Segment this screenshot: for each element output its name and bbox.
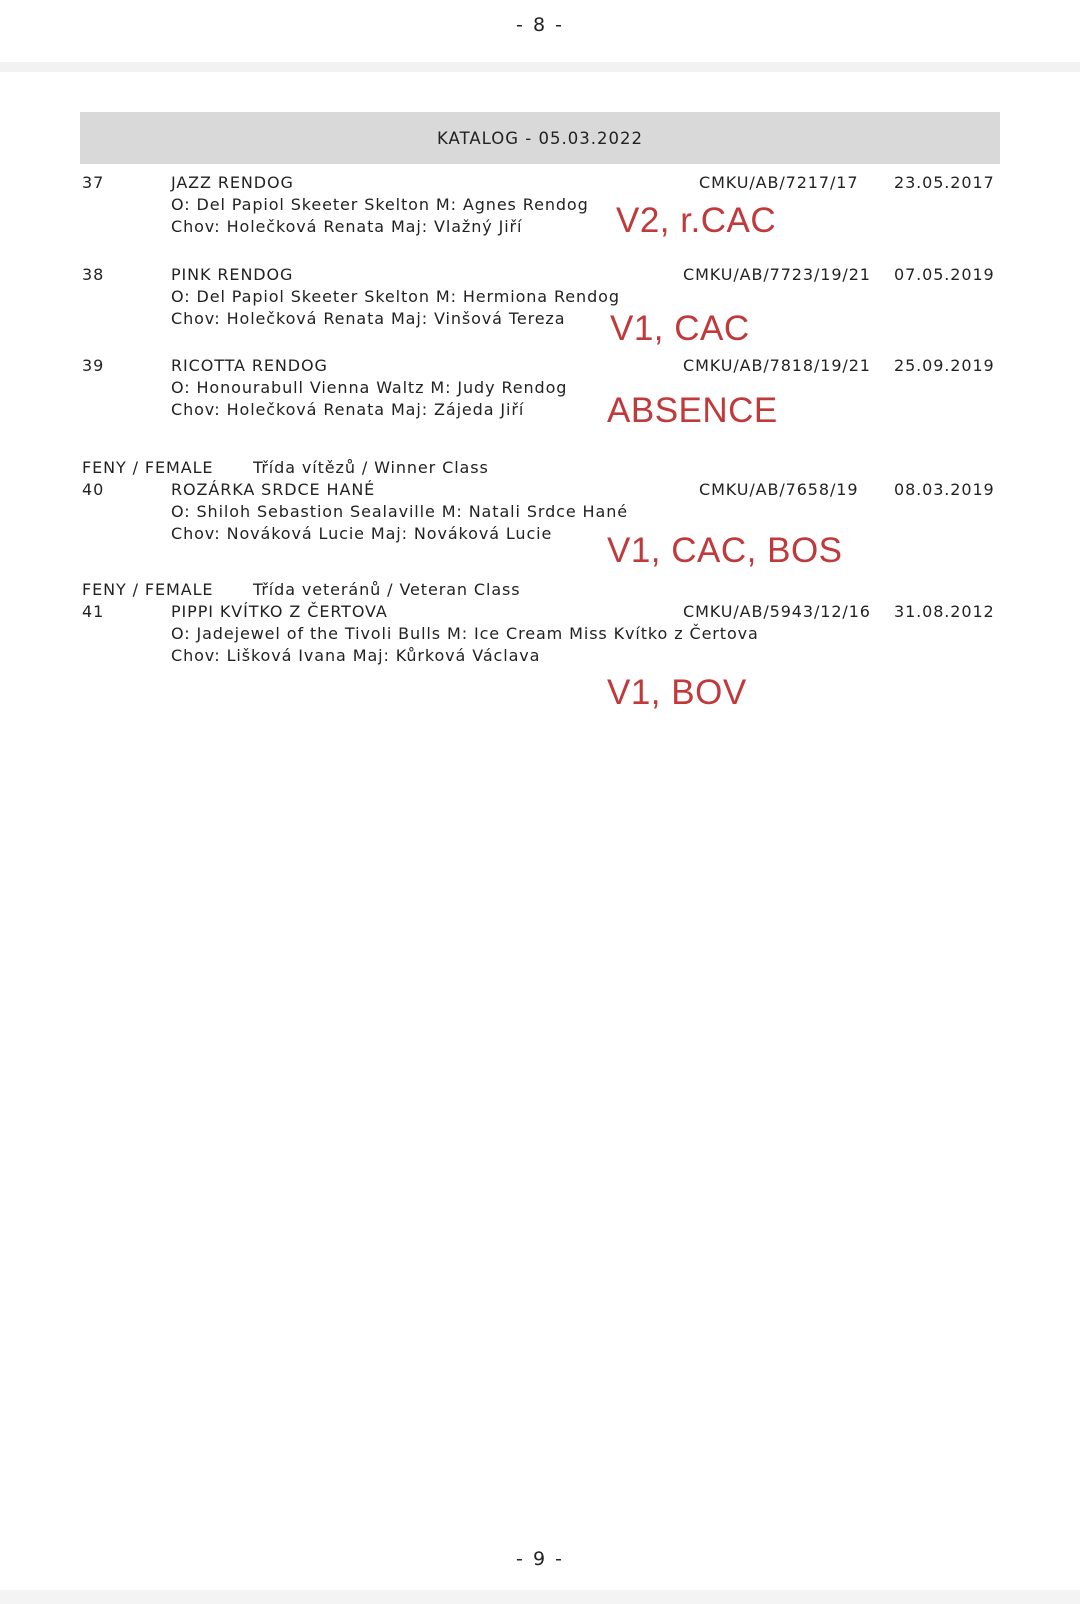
entry-name: PIPPI KVÍTKO Z ČERTOVA <box>171 602 388 621</box>
entry-birth-date: 25.09.2019 <box>894 356 995 375</box>
page-number-bottom: - 9 - <box>516 1548 564 1570</box>
entry-name: JAZZ RENDOG <box>171 173 294 192</box>
entry-name: ROZÁRKA SRDCE HANÉ <box>171 480 376 499</box>
entry-birth-date: 31.08.2012 <box>894 602 995 621</box>
entry-result: ABSENCE <box>607 391 778 430</box>
entry-birth-date: 07.05.2019 <box>894 265 995 284</box>
entry-parents: O: Shiloh Sebastion Sealaville M: Natali Srdce Hané <box>171 502 628 521</box>
entry-parents: O: Del Papiol Skeeter Skelton M: Hermiona Rendog <box>171 287 620 306</box>
entry-parents: O: Honourabull Vienna Waltz M: Judy Rendog <box>171 378 568 397</box>
entry-breeder-owner: Chov: Holečková Renata Maj: Vinšová Tereza <box>171 309 566 328</box>
section-class: Třída veteránů / Veteran Class <box>253 580 521 599</box>
entry-result: V1, CAC <box>610 309 750 348</box>
page-footer-band <box>0 1590 1080 1604</box>
entry-breeder-owner: Chov: Holečková Renata Maj: Zájeda Jiří <box>171 400 525 419</box>
entry-breeder-owner: Chov: Nováková Lucie Maj: Nováková Lucie <box>171 524 553 543</box>
section-class: Třída vítězů / Winner Class <box>253 458 489 477</box>
entry-number: 41 <box>82 602 105 621</box>
entry-registration: CMKU/AB/7217/17 <box>699 173 859 192</box>
entry-registration: CMKU/AB/7818/19/21 <box>683 356 871 375</box>
entry-parents: O: Jadejewel of the Tivoli Bulls M: Ice Cream Miss Kvítko z Čertova <box>171 624 759 643</box>
entry-number: 40 <box>82 480 105 499</box>
entry-number: 37 <box>82 173 105 192</box>
entry-name: RICOTTA RENDOG <box>171 356 328 375</box>
entry-result: V1, BOV <box>607 673 747 712</box>
catalog-title: KATALOG - 05.03.2022 <box>437 128 643 148</box>
section-sex: FENY / FEMALE <box>82 458 214 477</box>
entry-result: V1, CAC, BOS <box>607 531 843 570</box>
page-number-top: - 8 - <box>516 14 564 36</box>
entry-number: 39 <box>82 356 105 375</box>
entry-parents: O: Del Papiol Skeeter Skelton M: Agnes Rendog <box>171 195 589 214</box>
entry-registration: CMKU/AB/7723/19/21 <box>683 265 871 284</box>
entry-registration: CMKU/AB/5943/12/16 <box>683 602 871 621</box>
catalog-header <box>80 112 1000 164</box>
entry-birth-date: 23.05.2017 <box>894 173 995 192</box>
page-divider <box>0 62 1080 72</box>
entry-breeder-owner: Chov: Holečková Renata Maj: Vlažný Jiří <box>171 217 523 236</box>
entry-registration: CMKU/AB/7658/19 <box>699 480 859 499</box>
entry-birth-date: 08.03.2019 <box>894 480 995 499</box>
entry-number: 38 <box>82 265 105 284</box>
section-sex: FENY / FEMALE <box>82 580 214 599</box>
entry-breeder-owner: Chov: Lišková Ivana Maj: Kůrková Václava <box>171 646 541 665</box>
entry-name: PINK RENDOG <box>171 265 294 284</box>
entry-result: V2, r.CAC <box>616 201 777 240</box>
